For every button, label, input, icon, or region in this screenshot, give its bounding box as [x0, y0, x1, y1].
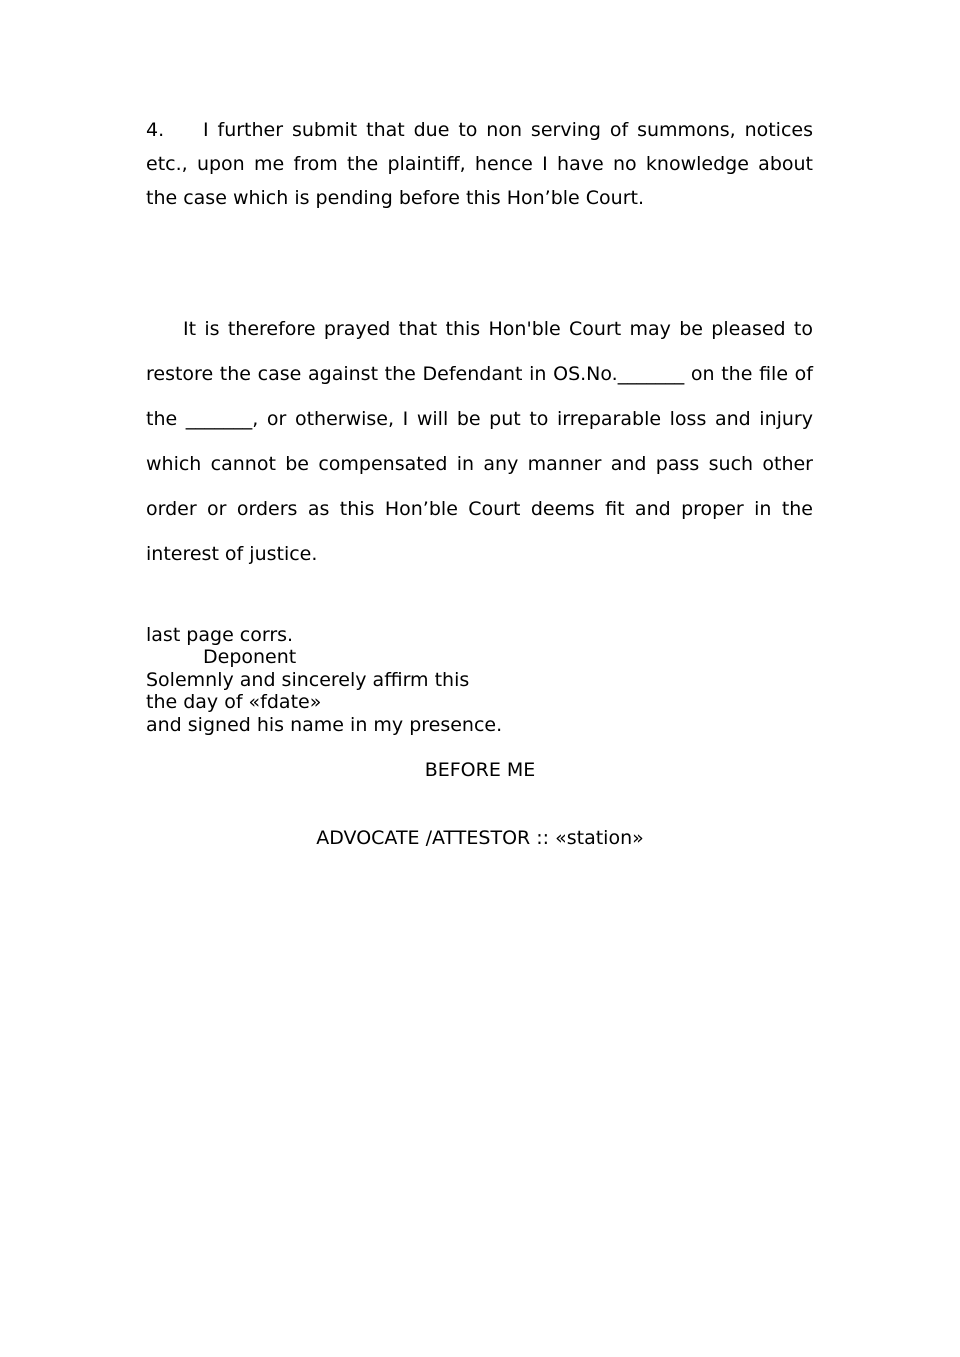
advocate-attestor-label: ADVOCATE /ATTESTOR :: «station» [316, 827, 644, 849]
prayer-paragraph: It is therefore prayed that this Hon'ble Court may be pleased to restore the case against the Defendant in OS.No._______ on the file of the _______, or otherwise, I will be put to irreparable loss and injury which cannot be compensated in any manner and pass such other order or orders as this Hon’ble Court deems fit and proper in the interest of justice. [146, 318, 813, 565]
last-page-note: last page corrs. [146, 624, 294, 646]
deponent-label: Deponent [203, 646, 297, 668]
paragraph-4 [146, 113, 813, 215]
paragraph-4-text: I further submit that due to non serving of summons, notices etc., upon me from the plaintiff, hence I have no knowledge about the case which is pending before this Hon’ble Court. [146, 119, 813, 209]
affirm-line: Solemnly and sincerely affirm this [146, 669, 470, 691]
before-me-label: BEFORE ME [424, 759, 536, 781]
paragraph-number: 4. [146, 119, 165, 141]
date-line: the day of «fdate» [146, 691, 322, 713]
signed-line: and signed his name in my presence. [146, 714, 503, 736]
